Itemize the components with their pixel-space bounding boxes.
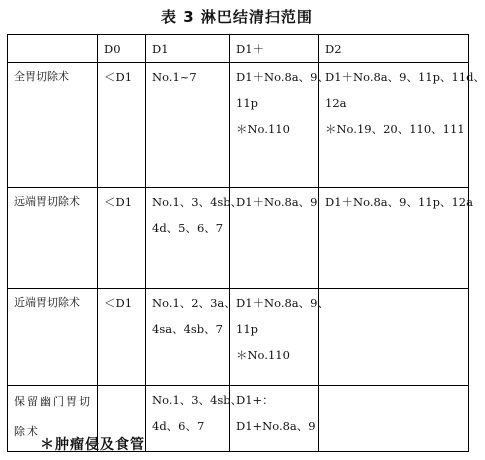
cell-d2 <box>319 386 469 452</box>
header-cell-d0: D0 <box>98 35 146 63</box>
cell-d0: ＜D1 <box>98 289 146 386</box>
cell-d2: D1＋No.8a、9、11p、12a <box>319 188 469 289</box>
cell-d1plus: D1＋No.8a、9、 11p ＊No.110 <box>230 289 319 386</box>
row-label: 近端胃切除术 <box>8 289 98 386</box>
lymph-node-dissection-table <box>7 34 485 452</box>
cell-d2 <box>319 289 469 386</box>
row-label: 远端胃切除术 <box>8 188 98 289</box>
header-cell-d2: D2 <box>319 35 469 63</box>
cell-d1plus: D1＋No.8a、9 <box>230 188 319 289</box>
cell-d1plus: D1+： D1+No.8a、9 <box>230 386 319 452</box>
cell-d0: ＜D1 <box>98 63 146 188</box>
header-cell-d1plus: D1＋ <box>230 35 319 63</box>
row-label: 全胃切除术 <box>8 63 98 188</box>
cell-d1: No.1、3、4sb、 4d、6、7 <box>146 386 230 452</box>
cell-d1plus: D1＋No.8a、9、 11p ＊No.110 <box>230 63 319 188</box>
table-row <box>8 188 469 289</box>
table-header-row <box>8 35 469 63</box>
table-row <box>8 289 469 386</box>
cell-d2: D1＋No.8a、9、11p、11d、 12a ＊No.19、20、110、111 <box>319 63 469 188</box>
cell-d1: No.1、3、4sb、 4d、5、6、7 <box>146 188 230 289</box>
table-title: 表 3 淋巴结清扫范围 <box>161 8 313 26</box>
cell-d1: No.1~7 <box>146 63 230 188</box>
footnote: ＊肿瘤侵及食管 <box>40 437 145 453</box>
cell-d1: No.1、2、3a、 4sa、4sb、7 <box>146 289 230 386</box>
cell-d0: ＜D1 <box>98 188 146 289</box>
row-label: 保留幽门胃切除术 <box>8 386 98 452</box>
table-row <box>8 63 469 188</box>
header-cell-blank <box>8 35 98 63</box>
header-cell-d1: D1 <box>146 35 230 63</box>
